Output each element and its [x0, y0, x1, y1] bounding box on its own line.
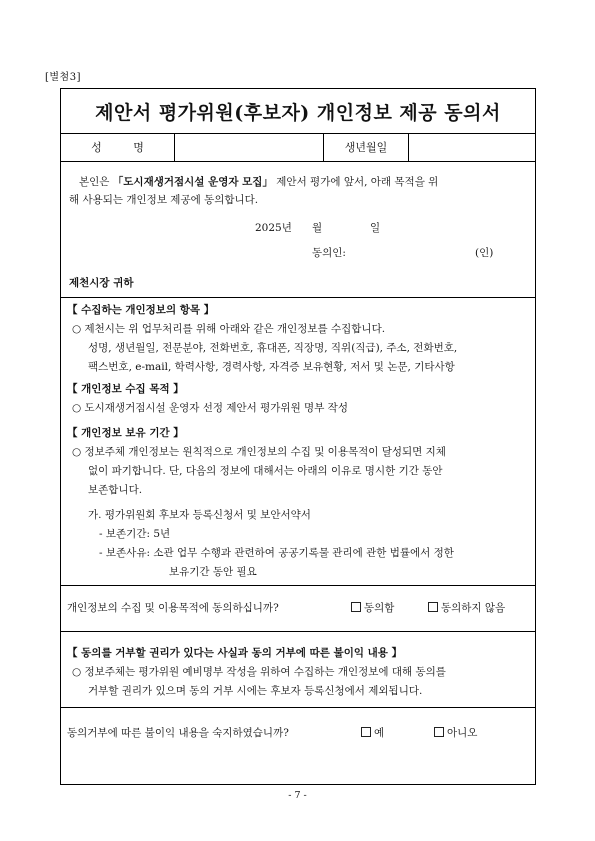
retention-line: 보존합니다. [88, 484, 143, 496]
seal-mark: (인) [475, 247, 494, 259]
signer-label: 동의인: [312, 247, 346, 259]
items-heading: 【 수집하는 개인정보의 항목 】 [67, 304, 215, 316]
checkbox-icon[interactable] [434, 727, 444, 737]
retention-sub-item: 가. 평가위원회 후보자 등록신청서 및 보안서약서 [88, 509, 311, 521]
retention-heading: 【 개인정보 보유 기간 】 [67, 427, 184, 439]
project-name: 「도시재생거점시설 운영자 모집」 [112, 176, 273, 188]
checkbox-icon[interactable] [361, 727, 371, 737]
consent-form [60, 88, 536, 785]
consent-intro: 본인은 「도시재생거점시설 운영자 모집」 제안서 평가에 앞서, 아래 목적을 위 [79, 176, 439, 188]
refusal-heading: 【 동의를 거부할 권리가 있다는 사실과 동의 거부에 따른 불이익 내용 】 [67, 647, 403, 659]
birth-label: 생년월일 [344, 141, 388, 154]
section-divider [61, 585, 535, 586]
consent-intro-line2: 해 사용되는 개인정보 제공에 동의합니다. [69, 194, 259, 206]
checkbox-icon[interactable] [351, 602, 361, 612]
yes-option[interactable]: 예 [361, 726, 384, 741]
attachment-label: [별첨3] [45, 72, 81, 83]
items-line: 팩스번호, e-mail, 학력사항, 경력사항, 자격증 보유현황, 저서 및 논문, 기타사항 [88, 361, 455, 373]
page-number: - 7 - [288, 790, 307, 801]
items-line: ○ 제천시는 위 업무처리를 위해 아래와 같은 개인정보를 수집합니다. [72, 323, 386, 335]
consent-question: 개인정보의 수집 및 이용목적에 동의하십니까? [67, 602, 279, 614]
refusal-line: ○ 정보주체는 평가위원 예비명부 작성을 위하여 수집하는 개인정보에 대해 동의를 [72, 666, 446, 678]
form-title: 제안서 평가위원(후보자) 개인정보 제공 동의서 [61, 89, 535, 134]
name-field[interactable] [175, 133, 323, 161]
no-option[interactable]: 아니오 [434, 726, 477, 741]
birth-field[interactable] [409, 133, 535, 161]
retention-reason: - 보존사유: 소관 업무 수행과 관련하여 공공기록물 관리에 관한 법률에서 정한 [99, 547, 454, 559]
date-year: 2025년 [255, 222, 292, 234]
acknowledge-question: 동의거부에 따른 불이익 내용을 숙지하였습니까? [67, 727, 289, 739]
date-month: 월 [312, 222, 323, 234]
purpose-line: ○ 도시재생거점시설 운영자 선정 제안서 평가위원 명부 작성 [72, 402, 348, 414]
addressee: 제천시장 귀하 [69, 277, 134, 289]
section-divider [61, 707, 535, 708]
retention-period: - 보존기간: 5년 [99, 528, 171, 540]
retention-line: 없이 파기합니다. 단, 다음의 정보에 대해서는 아래의 이유로 명시한 기간 동안 [88, 465, 443, 477]
disagree-option[interactable]: 동의하지 않음 [428, 601, 505, 616]
retention-line: ○ 정보주체 개인정보는 원칙적으로 개인정보의 수집 및 이용목적이 달성되면 지체 [72, 446, 446, 458]
purpose-heading: 【 개인정보 수집 목적 】 [67, 383, 184, 395]
retention-reason: 보유기간 동안 필요 [169, 566, 257, 578]
refusal-line: 거부할 권리가 있으며 동의 거부 시에는 후보자 등록신청에서 제외됩니다. [88, 685, 423, 697]
applicant-info-row [61, 133, 535, 162]
checkbox-icon[interactable] [428, 602, 438, 612]
date-day: 일 [370, 222, 381, 234]
section-divider [61, 297, 535, 298]
name-label: 성 명 [91, 141, 144, 154]
items-line: 성명, 생년월일, 전문분야, 전화번호, 휴대폰, 직장명, 직위(직급), 주소, 전화번호, [88, 342, 458, 354]
section-divider [61, 631, 535, 632]
agree-option[interactable]: 동의함 [351, 601, 394, 616]
